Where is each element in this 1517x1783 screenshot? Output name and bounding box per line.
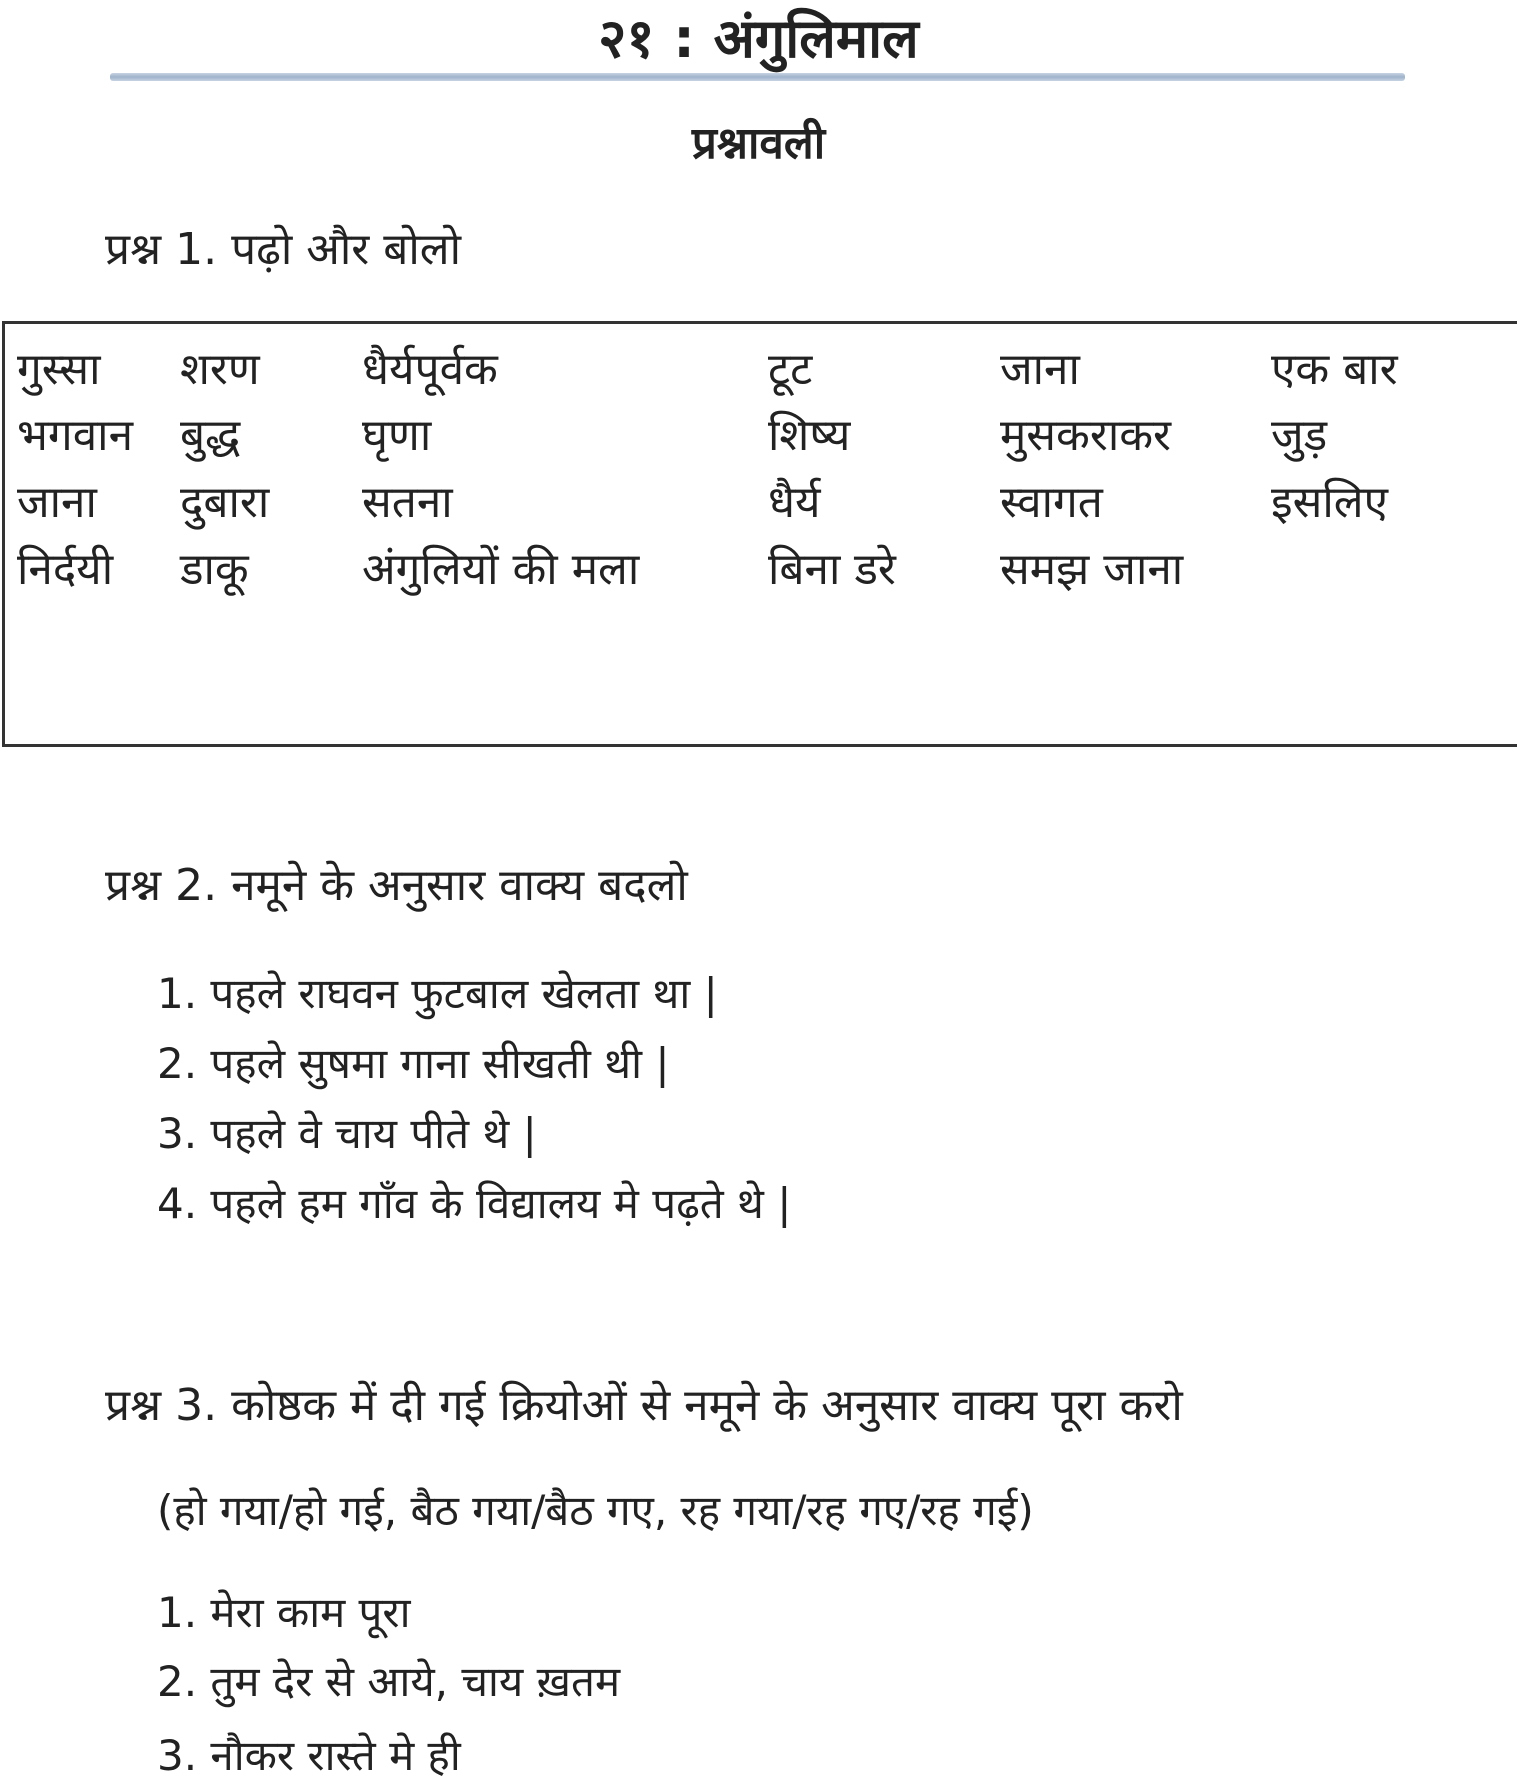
word-cell: जाना (1000, 344, 1080, 395)
question-3-heading: प्रश्न 3. कोष्ठक में दी गई क्रियोओं से नमूने के अनुसार वाक्य पूरा करो (105, 1380, 1183, 1431)
word-cell: सतना (362, 477, 453, 528)
word-cell: घृणा (362, 410, 432, 461)
word-cell: इसलिए (1271, 477, 1388, 528)
q3-item: 1. मेरा काम पूरा (157, 1588, 411, 1637)
word-cell: निर्दयी (17, 544, 114, 595)
question-2-heading: प्रश्न 2. नमूने के अनुसार वाक्य बदलो (105, 860, 688, 911)
word-cell: समझ जाना (1000, 544, 1184, 595)
q3-options: (हो गया/हो गई, बैठ गया/बैठ गए, रह गया/रह गए/रह गई) (157, 1486, 1034, 1535)
page-title: २१ : अंगुलिमाल (598, 7, 919, 70)
word-cell: एक बार (1271, 344, 1398, 395)
section-subtitle: प्रश्नावली (691, 118, 826, 169)
word-cell: जाना (17, 477, 97, 528)
word-cell: बिना डरे (768, 544, 896, 595)
word-cell: डाकू (180, 544, 249, 595)
title-divider (110, 73, 1405, 81)
q2-item: 3. पहले वे चाय पीते थे | (157, 1109, 537, 1158)
word-cell: जुड़ (1271, 410, 1328, 461)
q2-item: 2. पहले सुषमा गाना सीखती थी | (157, 1039, 670, 1088)
q3-item: 3. नौकर रास्ते मे ही (157, 1731, 461, 1780)
word-cell: धैर्य (768, 477, 821, 528)
q3-item: 2. तुम देर से आये, चाय ख़तम (157, 1657, 621, 1706)
q2-item: 4. पहले हम गाँव के विद्यालय मे पढ़ते थे | (157, 1179, 792, 1228)
word-cell: स्वागत (1000, 477, 1103, 528)
word-cell: अंगुलियों की मला (362, 544, 640, 595)
word-cell: टूट (768, 344, 813, 395)
word-cell: बुद्ध (180, 410, 241, 461)
word-cell: शिष्य (768, 410, 851, 461)
word-cell: शरण (180, 344, 260, 395)
question-1-heading: प्रश्न 1. पढ़ो और बोलो (105, 224, 461, 275)
word-cell: गुस्सा (17, 344, 101, 395)
word-cell: मुसकराकर (1000, 410, 1172, 461)
q2-item: 1. पहले राघवन फुटबाल खेलता था | (157, 969, 718, 1018)
word-cell: भगवान (17, 410, 133, 461)
word-cell: दुबारा (180, 477, 270, 528)
word-cell: धैर्यपूर्वक (362, 344, 498, 395)
